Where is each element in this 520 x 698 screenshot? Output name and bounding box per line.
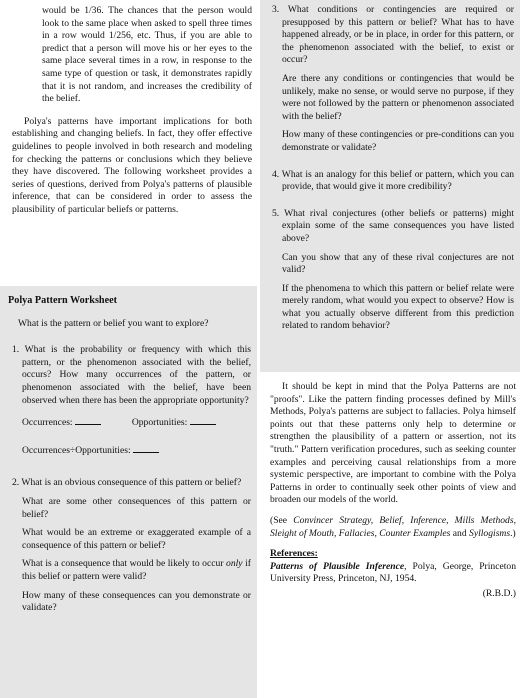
occurrence-row bbox=[8, 416, 251, 430]
opportunities-label: Opportunities: bbox=[131, 417, 188, 429]
ratio-blank[interactable] bbox=[133, 444, 159, 453]
question-intro: What is the pattern or belief you want to explore? bbox=[18, 317, 209, 329]
left-column-top bbox=[0, 0, 260, 217]
see-also: (See Convincer Strategy, Belief, Inference, Mills Methods, Sleight of Mouth, Fallacies, Counter Examples and Syllogisms.) bbox=[270, 514, 516, 539]
implications-paragraph: Polya's patterns have important implications for both establishing and changing beliefs. In fact, they offer effective guidelines to people involved in both research and modeling for checking the patterns or conclusions which they believe they have discovered. The following worksheet provides a series of questions, derived from Polya's patterns of plausible inference, that can be considered in order to assess the plausibility of particular beliefs or patterns. bbox=[12, 115, 252, 215]
ratio-row bbox=[8, 444, 251, 458]
question-1: 1. What is the probability or frequency with which this pattern, or the phenomenon associated with the belief, occurs? How many occurrences of the pattern, or phenomenon associated with the belief, have been observed when there has been the appropriate opportunity? bbox=[12, 344, 251, 406]
reference-entry: Patterns of Plausible Inference, Polya, George, Princeton University Press, Princeton, NJ, 1954. bbox=[270, 560, 516, 585]
occurrences-label: Occurrences: bbox=[22, 417, 73, 429]
question-2a: What are some other consequences of this pattern or belief? bbox=[22, 495, 251, 520]
question-5b: If the phenomena to which this pattern or belief relate were merely random, what would you expect to observe? How is what you actually observe different from this prediction related to random behavior? bbox=[282, 282, 514, 332]
question-3: 3. What conditions or contingencies are required or presupposed by this pattern or belief? What has to have happened already, or be in place, in order for this pattern, or the phenomenon associated with the belief, to exist or occur? bbox=[272, 4, 514, 66]
occurrences-blank[interactable] bbox=[75, 416, 101, 425]
ratio-label: Occurrences÷Opportunities: bbox=[22, 444, 131, 456]
continued-paragraph: would be 1/36. The chances that the person would look to the same place when asked to spell three times in a row would 1/256, etc. Thus, if you are able to predict that a person will move his or her eyes to the same place several times in a row, in response to the same type of question or task, it demonstrates rapidly that it is not random, and increases the credibility of the belief. bbox=[42, 5, 252, 105]
worksheet-title: Polya Pattern Worksheet bbox=[8, 295, 118, 306]
question-3a: Are there any conditions or contingencies that would be unlikely, make no sense, or would serve no purpose, if they were not followed by the pattern or phenomenon associated with the belief? bbox=[282, 72, 514, 122]
question-2: 2. What is an obvious consequence of this pattern or belief? bbox=[12, 477, 242, 489]
opportunities-blank[interactable] bbox=[190, 416, 216, 425]
fallacies-paragraph: It should be kept in mind that the Polya Patterns are not "proofs". Like the pattern finding processes defined by Mill's Methods, Polya's patterns are subject to fallacies. Polya himself points out that these patterns only help to determine or strengthen the plausibility of a pattern or assertion, not its "truth." Pattern verification procedures, such as seeking counter examples and perceiving causal relationships from a more systemic perspective, are important to combine with the Polya Patterns in order to continually seek other points of view and broaden our models of the world. bbox=[270, 381, 516, 506]
question-2b: What would be an extreme or exaggerated example of a consequence of this pattern or belief? bbox=[22, 527, 251, 551]
question-3b: How many of these contingencies or pre-conditions can you demonstrate or validate? bbox=[282, 129, 514, 153]
author-signature: (R.B.D.) bbox=[482, 587, 516, 599]
question-2d: How many of these consequences can you demonstrate or validate? bbox=[22, 589, 251, 614]
question-2c: What is a consequence that would be likely to occur only if this belief or pattern were valid? bbox=[22, 558, 251, 582]
question-5: 5. What rival conjectures (other beliefs or patterns) might explain some of the same consequences you have listed above? bbox=[272, 207, 514, 244]
worksheet-panel bbox=[0, 286, 257, 698]
question-5a: Can you show that any of these rival conjectures are not valid? bbox=[282, 251, 514, 276]
question-4: 4. What is an analogy for this belief or pattern, which you can provide, that would give it more credibility? bbox=[272, 168, 514, 193]
worksheet-panel-continued bbox=[260, 0, 520, 372]
right-column-bottom bbox=[262, 377, 520, 601]
references-heading: References: bbox=[270, 548, 318, 560]
